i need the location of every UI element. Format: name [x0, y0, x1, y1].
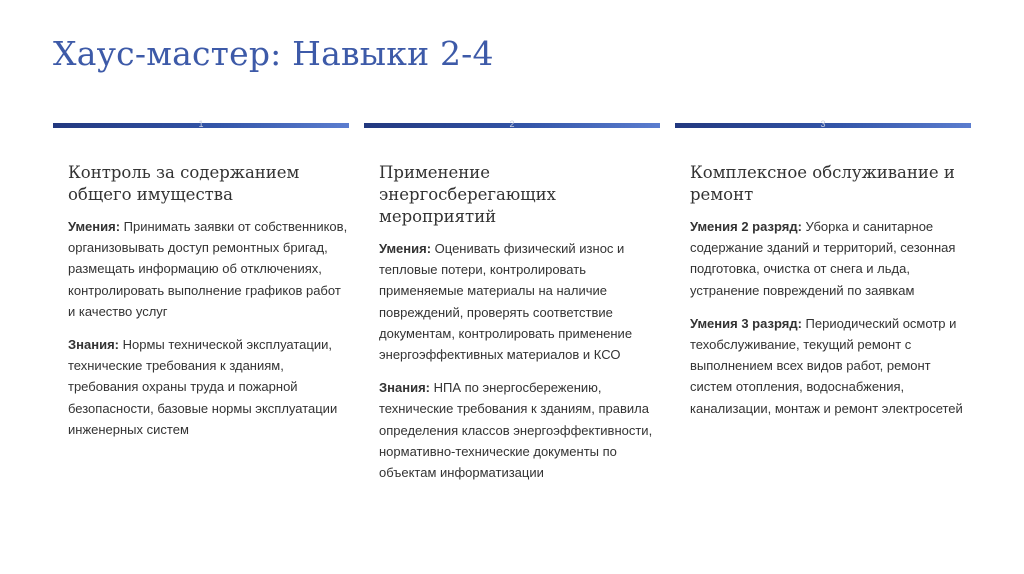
skills-block — [379, 238, 659, 365]
block-text: НПА по энергосбережению, технические требования к зданиям, правила определения классов энергоэффективности, нормативно-технические документы по объектам информатизации — [379, 380, 653, 481]
column-heading: Комплексное обслуживание и ремонт — [690, 163, 955, 204]
skills-grade-2-block — [690, 216, 970, 301]
skills-block — [68, 216, 348, 322]
skill-column-2 — [364, 119, 660, 495]
block-text: Нормы технической эксплуатации, технические требования к зданиям, требования охраны труда и пожарной безопасности, базовые нормы эксплуатации инженерных систем — [68, 337, 338, 437]
block-label: Умения: — [68, 219, 121, 234]
block-label: Знания: — [68, 337, 119, 353]
block-text: Принимать заявки от собственников, организовывать доступ ремонтных бригад, размещать информацию об отключениях, контролировать выполнение графиков работ и качество услуг — [68, 219, 348, 319]
column-divider-bar — [675, 119, 971, 129]
block-text: Оценивать физический износ и тепловые потери, контролировать применяемые материалы на наличие повреждений, проверять соответствие документам, контролировать применение энергоэффективных материалов и КСО — [379, 241, 633, 363]
skill-column-1 — [53, 119, 349, 452]
skill-column-3 — [675, 119, 971, 431]
column-heading: Применение энергосберегающих мероприятий — [379, 163, 556, 226]
skills-grade-3-block — [690, 313, 970, 419]
block-label: Умения 3 разряд: — [690, 315, 802, 331]
column-divider-bar — [53, 119, 349, 129]
column-number: 3 — [820, 119, 826, 129]
block-label: Знания: — [379, 380, 430, 396]
column-number: 1 — [198, 119, 204, 129]
column-divider-bar — [364, 119, 660, 129]
block-text: Периодический осмотр и техобслуживание, текущий ремонт с выполнением всех видов работ, ремонт систем отопления, водоснабжения, канализации, монтаж и ремонт электросетей — [690, 315, 963, 416]
block-label: Умения 2 разряд: — [690, 219, 802, 234]
block-text: Уборка и санитарное содержание зданий и территорий, сезонная подготовка, очистка от снега и льда, устранение повреждений по заявкам — [690, 219, 956, 298]
knowledge-block — [379, 377, 659, 483]
column-number: 2 — [509, 119, 515, 129]
column-heading: Контроль за содержанием общего имущества — [68, 163, 300, 204]
page-title: Хаус-мастер: Навыки 2-4 — [53, 34, 494, 73]
block-label: Умения: — [379, 241, 432, 256]
knowledge-block — [68, 334, 348, 440]
